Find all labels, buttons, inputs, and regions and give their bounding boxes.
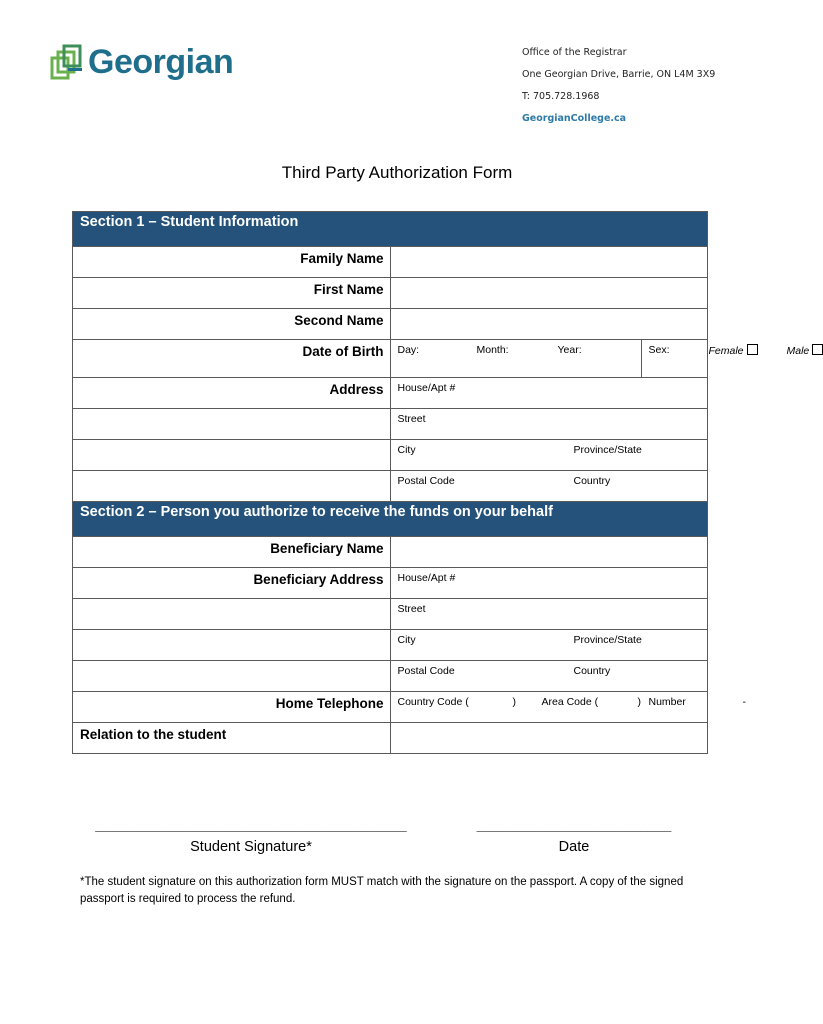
dob-day-label: Day:: [397, 344, 420, 356]
first-name-row: [73, 278, 708, 309]
beneficiary-street-label: Street: [397, 603, 426, 615]
dob-label: Date of Birth: [73, 340, 391, 378]
dob-divider: [641, 340, 642, 378]
beneficiary-name-field[interactable]: [390, 537, 708, 568]
street-label: Street: [397, 413, 426, 425]
beneficiary-city-label-cell: [73, 630, 391, 661]
house-label: House/Apt #: [397, 382, 456, 394]
address-house-field[interactable]: [390, 378, 708, 409]
dob-field[interactable]: [390, 340, 810, 378]
relation-field[interactable]: [390, 723, 708, 754]
section2-heading: Section 2 – Person you authorize to receive the funds on your behalf: [73, 502, 708, 537]
address-street-field[interactable]: [390, 409, 708, 440]
number-label: Number: [648, 696, 686, 708]
office-address-block: [522, 46, 715, 134]
dob-year-label: Year:: [557, 344, 582, 356]
student-signature-line[interactable]: ________________________________________: [95, 817, 407, 833]
male-label: Male: [786, 345, 810, 357]
first-name-field[interactable]: [390, 278, 708, 309]
student-signature-label: Student Signature*: [190, 839, 312, 855]
relation-label: Relation to the student: [73, 723, 391, 754]
address-postal-field[interactable]: [390, 471, 708, 502]
section2-header-row: [73, 502, 708, 537]
home-telephone-row: [73, 692, 708, 723]
address-label: Address: [73, 378, 391, 409]
family-name-row: [73, 247, 708, 278]
male-checkbox[interactable]: [812, 344, 823, 355]
dob-row: [73, 340, 708, 378]
section1-heading: Section 1 – Student Information: [73, 212, 708, 247]
beneficiary-postal-field[interactable]: [390, 661, 708, 692]
office-name: Office of the Registrar: [522, 47, 627, 58]
address-street-row: [73, 409, 708, 440]
beneficiary-city-row: [73, 630, 708, 661]
second-name-field[interactable]: [390, 309, 708, 340]
address-house-row: [73, 378, 708, 409]
authorization-form: [72, 211, 810, 754]
postal-code-label: Postal Code: [397, 475, 455, 487]
student-signature-block: [93, 817, 409, 855]
signature-note: *The student signature on this authorization form MUST match with the signature on the passport. A copy of the signed passport is required to process the refund.: [80, 876, 684, 905]
relation-row: [73, 723, 708, 754]
website-link[interactable]: GeorgianCollege.ca: [522, 113, 627, 124]
beneficiary-province-label: Province/State: [573, 634, 642, 646]
country-code-close: ): [512, 696, 516, 708]
country-code-label: Country Code (: [397, 696, 469, 708]
area-code-label: Area Code (: [541, 696, 599, 708]
beneficiary-city-label: City: [397, 634, 416, 646]
beneficiary-postal-label: Postal Code: [397, 665, 455, 677]
date-label: Date: [558, 839, 590, 855]
beneficiary-postal-row: [73, 661, 708, 692]
beneficiary-house-label: House/Apt #: [397, 572, 456, 584]
beneficiary-country-label: Country: [573, 665, 611, 677]
address-street-label-cell: [73, 409, 391, 440]
sex-label: Sex:: [648, 344, 670, 356]
georgian-logo: [50, 44, 233, 80]
address-city-row: [73, 440, 708, 471]
home-telephone-field[interactable]: [390, 692, 746, 723]
office-phone: T: 705.728.1968: [522, 91, 600, 102]
address-postal-label-cell: [73, 471, 391, 502]
address-city-label-cell: [73, 440, 391, 471]
georgian-logo-icon: [50, 44, 84, 80]
beneficiary-street-row: [73, 599, 708, 630]
second-name-label: Second Name: [73, 309, 391, 340]
female-checkbox[interactable]: [747, 344, 758, 355]
province-label: Province/State: [573, 444, 642, 456]
area-code-close: ): [637, 696, 641, 708]
beneficiary-street-field[interactable]: [390, 599, 708, 630]
family-name-label: Family Name: [73, 247, 391, 278]
section1-header-row: [73, 212, 708, 247]
beneficiary-street-label-cell: [73, 599, 391, 630]
second-name-row: [73, 309, 708, 340]
beneficiary-city-field[interactable]: [390, 630, 708, 661]
address-city-field[interactable]: [390, 440, 708, 471]
office-address: One Georgian Drive, Barrie, ON L4M 3X9: [522, 69, 716, 80]
home-telephone-label: Home Telephone: [73, 692, 391, 723]
date-line[interactable]: _________________________: [476, 817, 672, 833]
city-label: City: [397, 444, 416, 456]
beneficiary-house-row: [73, 568, 708, 599]
beneficiary-house-field[interactable]: [390, 568, 708, 599]
number-dash: -: [742, 696, 746, 708]
first-name-label: First Name: [73, 278, 391, 309]
beneficiary-name-row: [73, 537, 708, 568]
beneficiary-address-label: Beneficiary Address: [73, 568, 391, 599]
female-label: Female: [708, 345, 744, 357]
dob-month-label: Month:: [476, 344, 509, 356]
logo-wordmark: Georgian: [88, 43, 234, 81]
date-block: [472, 817, 676, 855]
form-table: [72, 211, 810, 754]
family-name-field[interactable]: [390, 247, 708, 278]
country-label: Country: [573, 475, 611, 487]
beneficiary-postal-label-cell: [73, 661, 391, 692]
form-title: Third Party Authorization Form: [281, 163, 513, 182]
address-postal-row: [73, 471, 708, 502]
beneficiary-name-label: Beneficiary Name: [73, 537, 391, 568]
